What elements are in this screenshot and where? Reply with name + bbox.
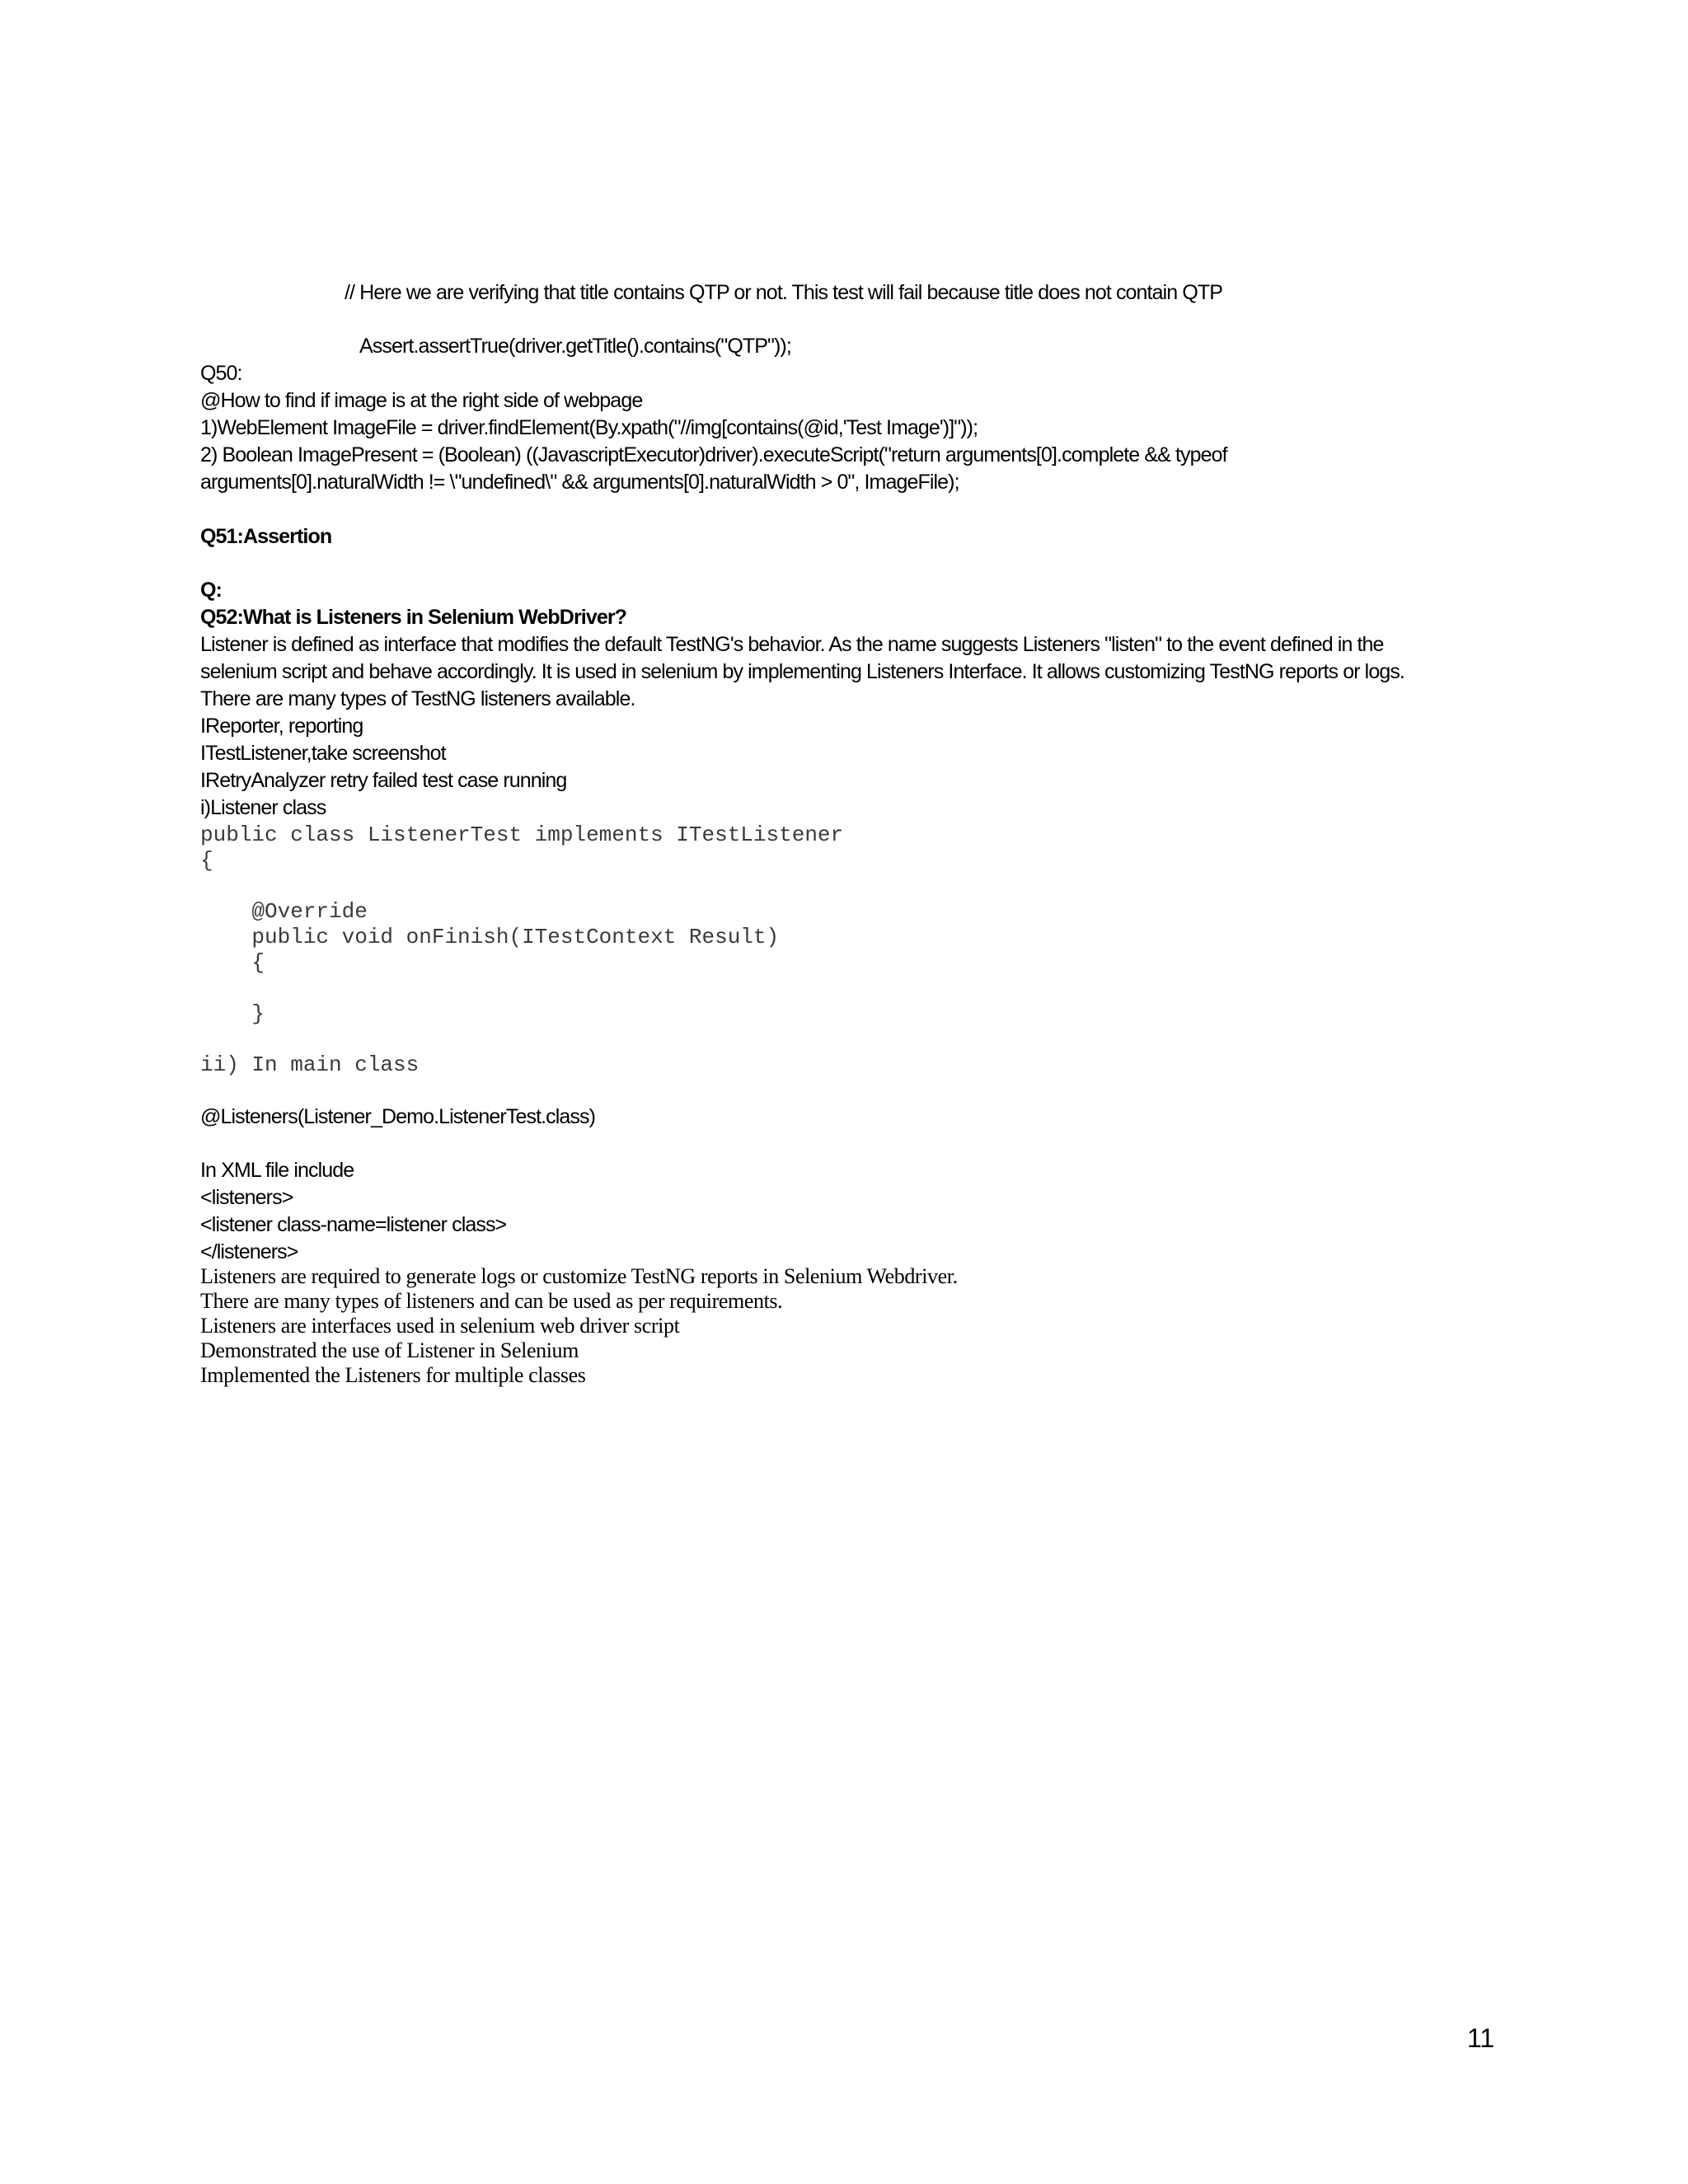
list-item-iretryanalyzer: IRetryAnalyzer retry failed test case running	[200, 769, 567, 792]
q52-paragraph-line-2: selenium script and behave accordingly. It is used in selenium by implementing Listeners Interface. It allows customizing TestNG reports or logs.	[200, 660, 1404, 683]
code-line-open-brace: {	[200, 848, 213, 873]
listeners-annotation: @Listeners(Listener_Demo.ListenerTest.class)	[200, 1105, 596, 1128]
page-number: 11	[1467, 2023, 1495, 2053]
q50-label: Q50:	[200, 362, 242, 385]
summary-line-1: Listeners are required to generate logs or customize TestNG reports in Selenium Webdriver.	[200, 1264, 958, 1288]
q52-heading: Q52:What is Listeners in Selenium WebDriver?	[200, 606, 627, 629]
q50-step2a: 2) Boolean ImagePresent = (Boolean) ((JavascriptExecutor)driver).executeScript("return arguments[0].complete && typeof	[200, 443, 1227, 466]
code-line-override: @Override	[200, 899, 368, 924]
q52-paragraph-line-3: There are many types of TestNG listeners available.	[200, 687, 635, 710]
q50-step1: 1)WebElement ImageFile = driver.findElement(By.xpath("//img[contains(@id,'Test Image')]"));	[200, 416, 978, 439]
summary-line-4: Demonstrated the use of Listener in Selenium	[200, 1338, 579, 1362]
xml-line-listeners-open: <listeners>	[200, 1186, 293, 1209]
comment-line: // Here we are verifying that title contains QTP or not. This test will fail because title does not contain QTP	[345, 281, 1223, 304]
q52-paragraph-line-1: Listener is defined as interface that modifies the default TestNG's behavior. As the name suggests Listeners "listen" to the event defined in the	[200, 633, 1384, 656]
q51-heading: Q51:Assertion	[200, 525, 332, 548]
q50-step2b: arguments[0].naturalWidth != \"undefined\" && arguments[0].naturalWidth > 0", ImageFile);	[200, 471, 959, 494]
xml-intro: In XML file include	[200, 1159, 354, 1182]
q50-question: @How to find if image is at the right side of webpage	[200, 389, 643, 412]
q-blank-heading: Q:	[200, 579, 222, 602]
list-item-ireporter: IReporter, reporting	[200, 715, 363, 738]
code-line-method-open-brace: {	[200, 950, 265, 975]
code-line-method-close-brace: }	[200, 1001, 265, 1026]
summary-line-2: There are many types of listeners and can be used as per requirements.	[200, 1289, 783, 1313]
assert-line: Assert.assertTrue(driver.getTitle().contains("QTP"));	[359, 335, 791, 358]
code-line-class-declaration: public class ListenerTest implements ITestListener	[200, 823, 844, 847]
summary-line-3: Listeners are interfaces used in selenium web driver script	[200, 1314, 680, 1338]
summary-line-5: Implemented the Listeners for multiple classes	[200, 1363, 586, 1387]
list-item-itestlistener: ITestListener,take screenshot	[200, 742, 446, 765]
code-line-main-class: ii) In main class	[200, 1052, 420, 1077]
xml-line-listeners-close: </listeners>	[200, 1240, 298, 1263]
xml-line-listener: <listener class-name=listener class>	[200, 1213, 507, 1236]
list-item-listener-class: i)Listener class	[200, 796, 326, 819]
code-line-method: public void onFinish(ITestContext Result)	[200, 925, 780, 949]
